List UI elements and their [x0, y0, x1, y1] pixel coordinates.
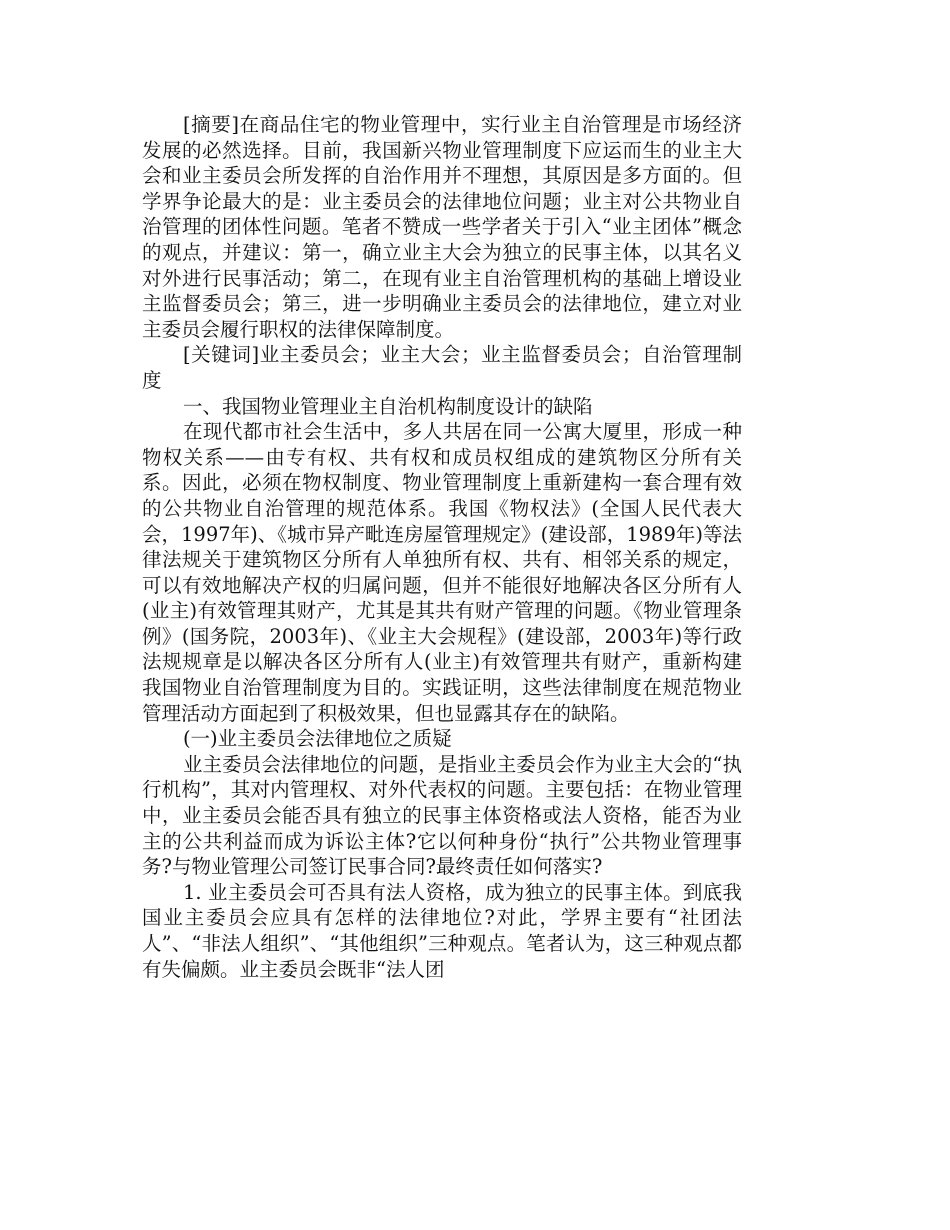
- body-paragraph: 在现代都市社会生活中，多人共居在同一公寓大厦里，形成一种物权关系——由专有权、共有权和成员权组成的建筑物区分所有关系。因此，必须在物权制度、物业管理制度上重新建构一套合理有效的公共物业自治管理的规范体系。我国《物权法》(全国人民代表大会，1997年)、《城市异产毗连房屋管理规定》(建设部，1989年)等法律法规关于建筑物区分所有人单独所有权、共有、相邻关系的规定，可以有效地解决产权的归属问题，但并不能很好地解决各区分所有人(业主)有效管理其财产，尤其是其共有财产管理的问题。《物业管理条例》(国务院，2003年)、《业主大会规程》(建设部，2003年)等行政法规规章是以解决各区分所有人(业主)有效管理共有财产，重新构建我国物业自治管理制度为目的。实践证明，这些法律制度在规范物业管理活动方面起到了积极效果，但也显露其存在的缺陷。: [142, 420, 742, 725]
- keywords-paragraph: [关键词]业主委员会；业主大会；业主监督委员会；自治管理制度: [142, 343, 742, 392]
- body-paragraph: 1. 业主委员会可否具有法人资格，成为独立的民事主体。到底我国业主委员会应具有怎样的法律地位?对此，学界主要有“社团法人”、“非法人组织”、“其他组织”三种观点。笔者认为，这三种观点都有失偏颇。业主委员会既非“法人团: [142, 880, 742, 981]
- subsection-heading: (一)业主委员会法律地位之质疑: [182, 727, 452, 751]
- document-body: [142, 112, 742, 982]
- body-paragraph: 业主委员会法律地位的问题，是指业主委员会作为业主大会的“执行机构”，其对内管理权、对外代表权的问题。主要包括：在物业管理中，业主委员会能否具有独立的民事主体资格或法人资格，能否为业主的公共利益而成为诉讼主体?它以何种身份“执行”公共物业管理事务?与物业管理公司签订民事合同?最终责任如何落实?: [142, 752, 742, 879]
- abstract-paragraph: [摘要]在商品住宅的物业管理中，实行业主自治管理是市场经济发展的必然选择。目前，我国新兴物业管理制度下应运而生的业主大会和业主委员会所发挥的自治作用并不理想，其原因是多方面的。但学界争论最大的是：业主委员会的法律地位问题；业主对公共物业自治管理的团体性问题。笔者不赞成一些学者关于引入“业主团体”概念的观点，并建议：第一，确立业主大会为独立的民事主体，以其名义对外进行民事活动；第二，在现有业主自治管理机构的基础上增设业主监督委员会；第三，进一步明确业主委员会的法律地位，建立对业主委员会履行职权的法律保障制度。: [142, 113, 742, 341]
- section-heading: 一、我国物业管理业主自治机构制度设计的缺陷: [182, 394, 593, 418]
